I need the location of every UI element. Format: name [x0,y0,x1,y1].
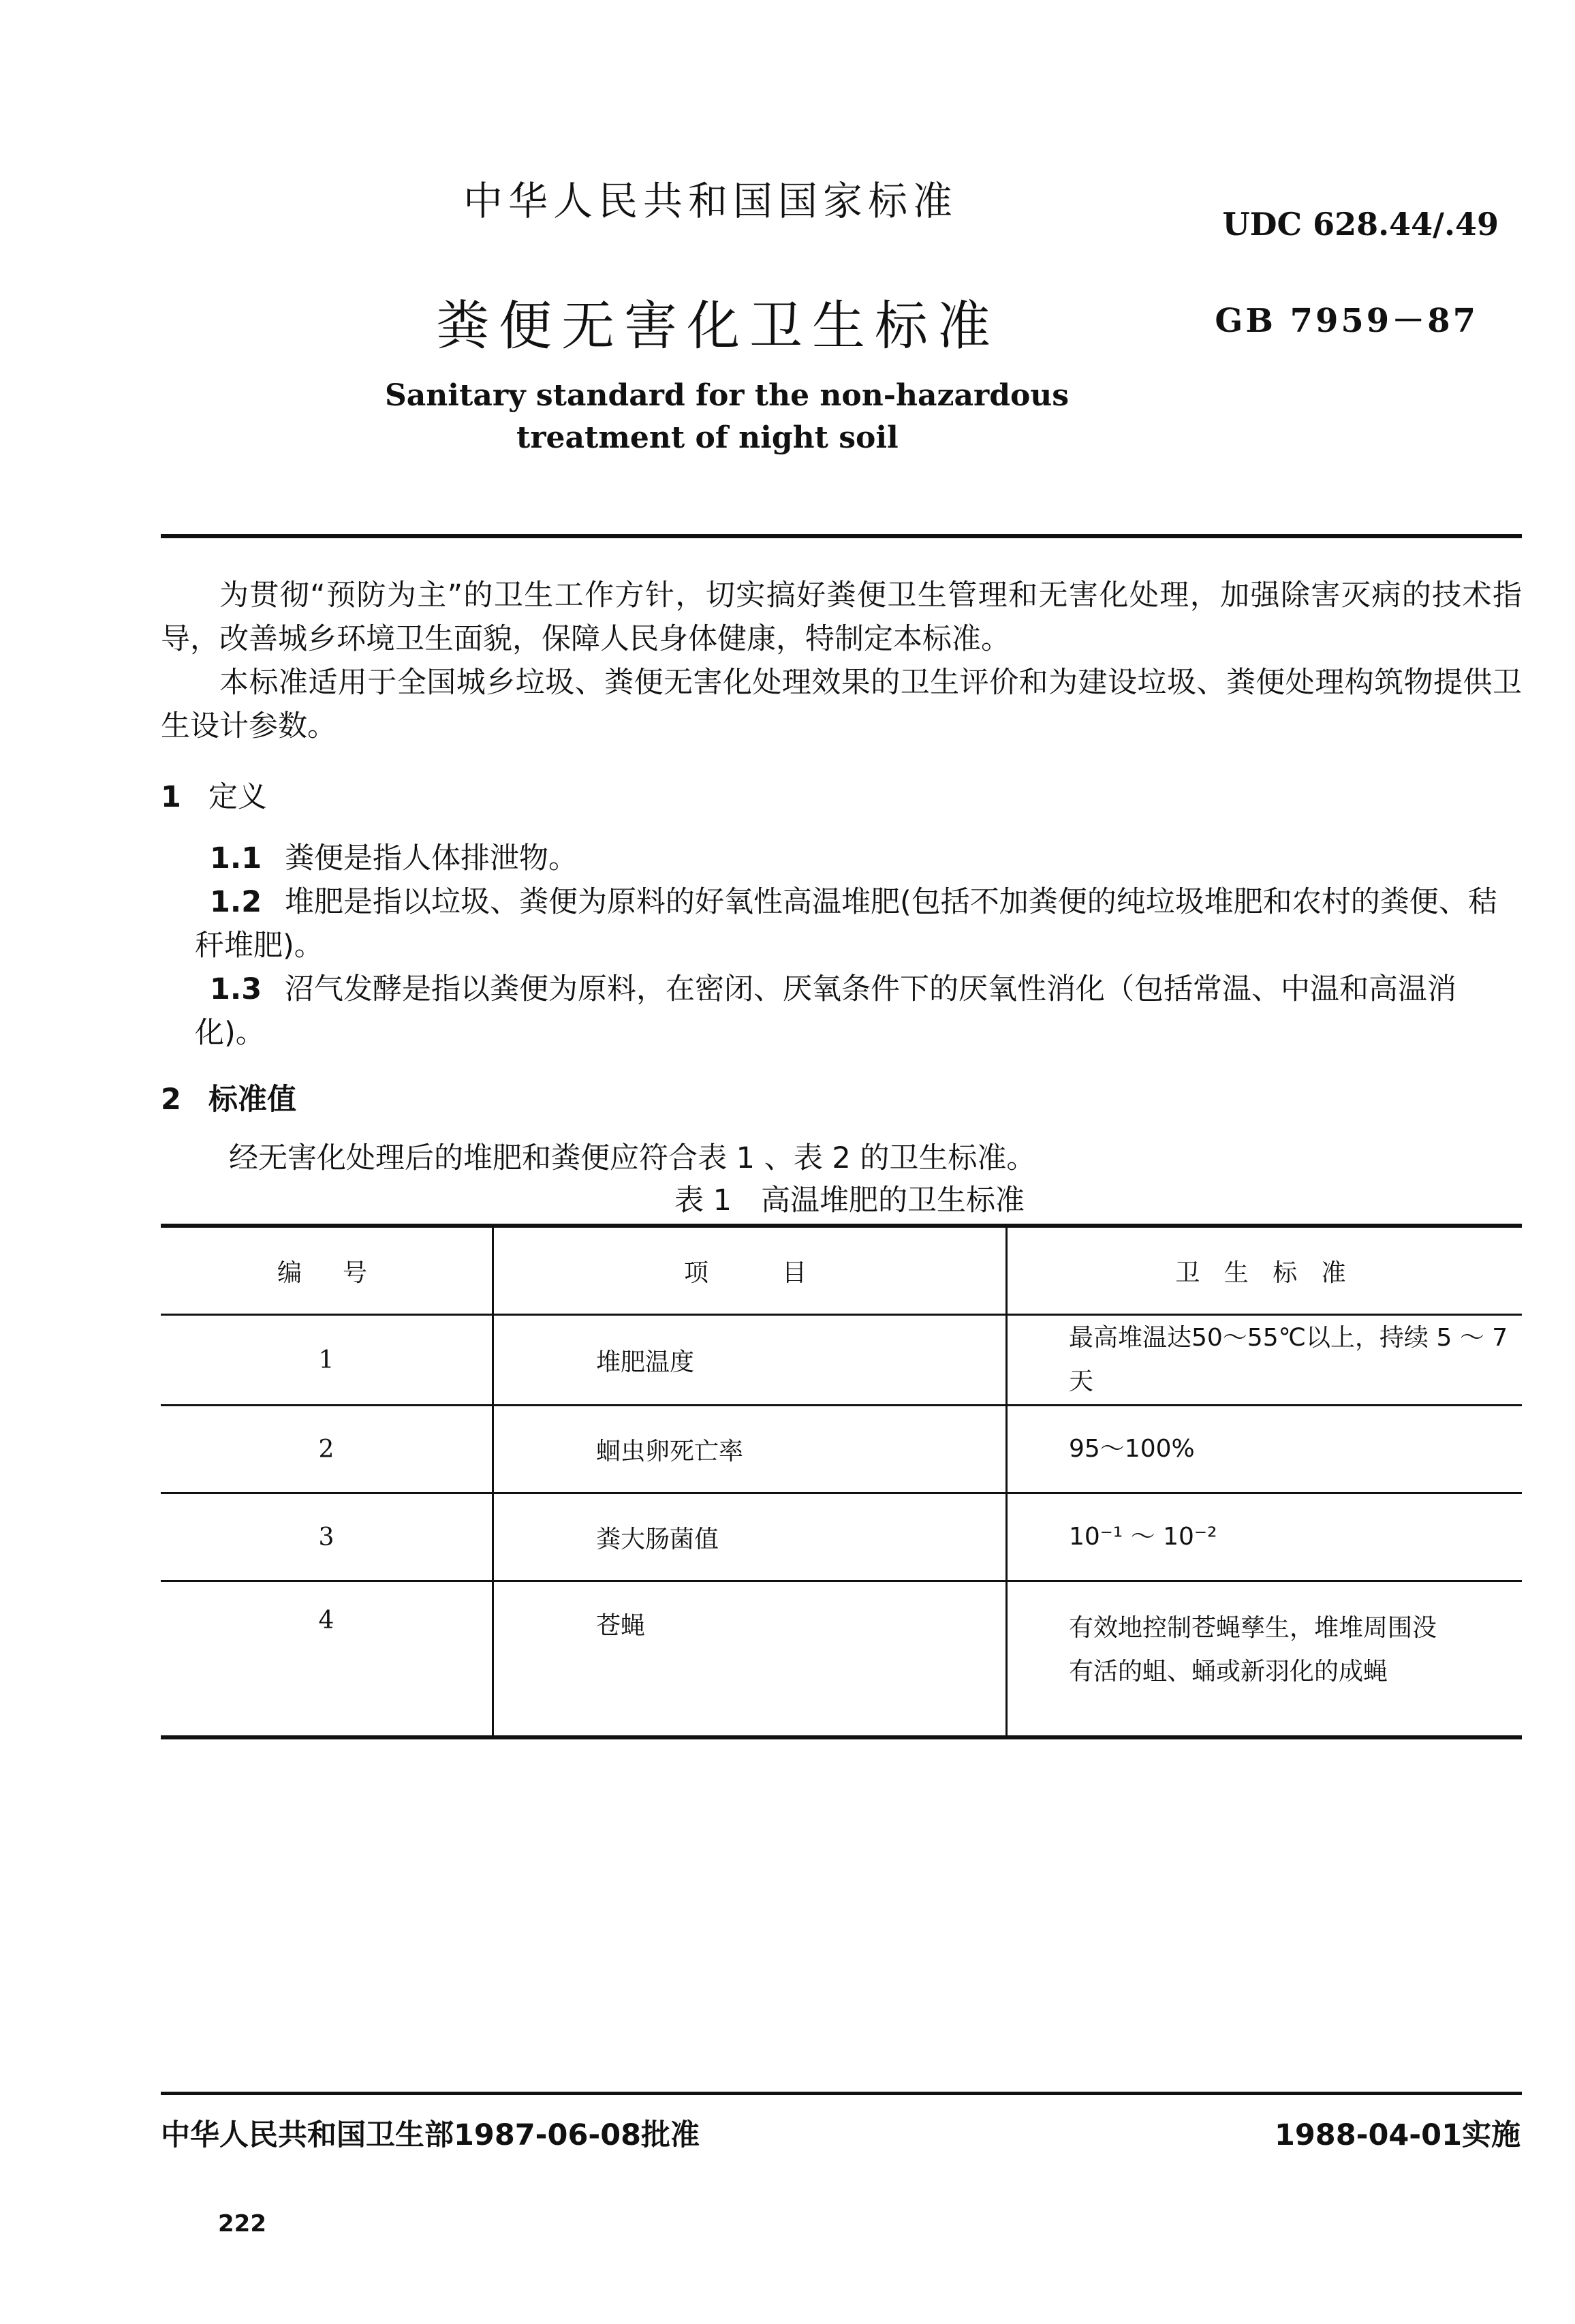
udc-code: UDC 628.44/.49 [1222,206,1499,243]
definition-item [161,967,1522,1055]
table-header-row [161,1226,1522,1315]
definition-text: 粪便是指人体排泄物。 [285,841,578,876]
intro-paragraph-1: 为贯彻“预防为主”的卫生工作方针，切实搞好粪便卫生管理和无害化处理，加强除害灭病的技术指导，改善城乡环境卫生面貌，保障人民身体健康，特制定本标准。 [161,578,1522,656]
header-divider [161,534,1522,538]
table-row [161,1493,1522,1581]
effective-date: 1988-04-01实施 [1274,2118,1521,2152]
row-standard: 10⁻¹ ～ 10⁻² [1007,1493,1523,1581]
standard-code: GB 7959－87 [1215,302,1478,340]
section-2-title: 标准值 [208,1083,296,1117]
row-item: 苍蝇 [493,1581,1007,1738]
column-header-item: 项 目 [493,1226,1007,1315]
approval-statement: 中华人民共和国卫生部1987-06-08批准 [161,2118,700,2152]
row-item: 蛔虫卵死亡率 [493,1406,1007,1493]
footer-divider [161,2092,1522,2095]
column-header-standard: 卫 生 标 准 [1007,1226,1523,1315]
definition-number: 1.3 [210,972,262,1006]
intro-paragraph-2: 本标准适用于全国城乡垃圾、粪便无害化处理效果的卫生评价和为建设垃圾、粪便处理构筑物提供卫生设计参数。 [161,666,1522,743]
definition-item [161,837,1522,880]
section-2-number: 2 [161,1083,181,1117]
row-standard: 有效地控制苍蝇孳生，堆堆周围没有活的蛆、蛹或新羽化的成蝇 [1007,1581,1523,1738]
row-number: 1 [318,1346,334,1374]
table-row [161,1581,1522,1738]
table-1-caption: 表 1 高温堆肥的卫生标准 [674,1183,1025,1218]
row-number: 3 [318,1523,334,1551]
row-number: 4 [318,1607,334,1634]
section-1-number: 1 [161,780,181,814]
row-item: 堆肥温度 [493,1315,1007,1406]
row-standard: 95～100% [1007,1406,1523,1493]
definition-text: 沼气发酵是指以粪便为原料，在密闭、厌氧条件下的厌氧性消化（包括常温、中温和高温消化)。 [195,972,1456,1050]
definition-number: 1.1 [210,841,262,876]
table-1 [161,1224,1522,1739]
english-title-line-2: treatment of night soil [516,420,899,455]
definition-text: 堆肥是指以垃圾、粪便为原料的好氧性高温堆肥(包括不加粪便的纯垃圾堆肥和农村的粪便、秸秆堆肥)。 [195,885,1497,963]
table-row [161,1315,1522,1406]
row-number: 2 [318,1435,334,1463]
definition-item [161,880,1522,967]
section-1-heading [161,774,267,816]
page-number: 222 [218,2210,266,2237]
document-title: 粪便无害化卫生标准 [436,296,1001,357]
section-2-heading [161,1076,296,1118]
issuing-authority: 中华人民共和国国家标准 [463,178,958,224]
table-row [161,1406,1522,1493]
section-2-lead: 经无害化处理后的堆肥和粪便应符合表 1 、表 2 的卫生标准。 [229,1141,1036,1175]
row-standard: 最高堆温达50～55℃以上，持续 5 ～ 7 天 [1007,1315,1523,1406]
section-1-title: 定义 [208,780,267,814]
english-title-line-1: Sanitary standard for the non-hazardous [385,378,1070,413]
row-item: 粪大肠菌值 [493,1493,1007,1581]
column-header-number: 编 号 [277,1258,375,1287]
definition-number: 1.2 [210,885,262,919]
